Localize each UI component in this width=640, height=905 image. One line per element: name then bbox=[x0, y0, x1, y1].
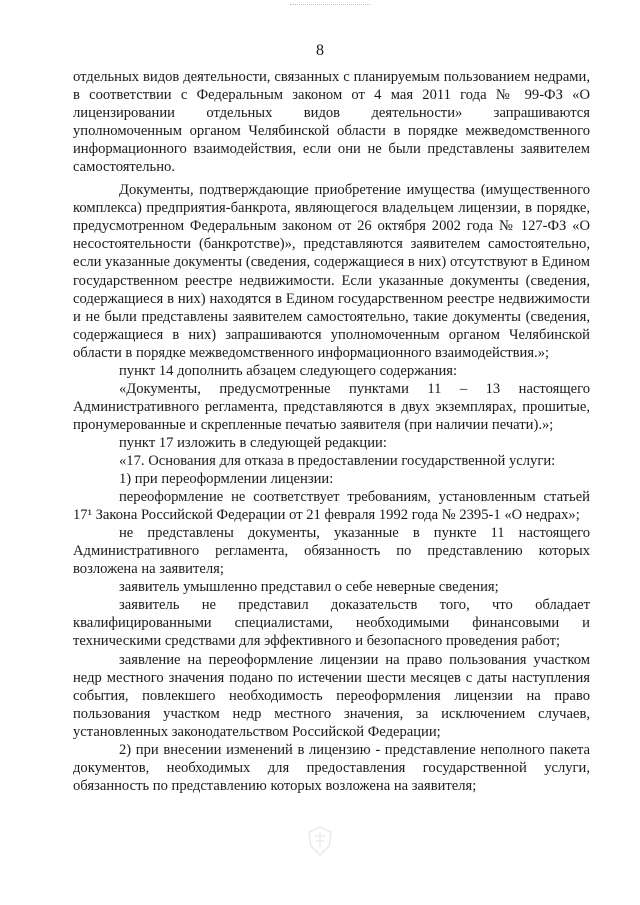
paragraph-documents-copies: «Документы, предусмотренные пунктами 11 – 13 настоящего Административного регламента, представляются в двух экземплярах, прошитые, пронумерованные и скрепленные печатью заявителя (при наличии печати).»; bbox=[73, 380, 590, 433]
document-body bbox=[73, 68, 590, 795]
paragraph-license-changes: 2) при внесении изменений в лицензию - представление неполного пакета документов, необходимых для предоставления государственной услуги, обязанность по представлению которых возложена на заявителя; bbox=[73, 741, 590, 794]
paragraph-refusal-grounds: «17. Основания для отказа в предоставлении государственной услуги: bbox=[119, 452, 556, 469]
paragraph-deadline: заявление на переоформление лицензии на право пользования участком недр местного значения подано по истечении шести месяцев с даты наступления события, повлекшего необходимость переоформления лицензии на право пользования участком недр местного значения, за исключением случаев, установленных законодательством Российской Федерации; bbox=[73, 651, 590, 740]
coat-of-arms-watermark bbox=[307, 826, 333, 856]
paragraph-requirements: переоформление не соответствует требованиям, установленным статьей 17¹ Закона Российской Федерации от 21 февраля 1992 года № 2395-1 «О недрах»; bbox=[73, 489, 590, 524]
paragraph-point-17: пункт 17 изложить в следующей редакции: bbox=[119, 434, 387, 451]
paragraph-bankruptcy-documents: Документы, подтверждающие приобретение имущества (имущественного комплекса) предприятия-банкрота, являющегося владельцем лицензии, в порядке, предусмотренном Федеральным законом от 26 октября 2002 года № 127-ФЗ «О несостоятельности (банкротстве)», представляются заявителем самостоятельно, если указанные документы (сведения, содержащиеся в них) отсутствуют в Едином государственном реестре недвижимости. Если указанные документы (сведения, содержащиеся в них) находятся в Едином государственном реестре недвижимости и не были представлены заявителем самостоятельно, такие документы (сведения, содержащиеся в них) запрашиваются уполномоченным органом Челябинской области в порядке межведомственного информационного взаимодействия.»; bbox=[73, 182, 590, 361]
scan-artifact bbox=[290, 4, 370, 9]
paragraph-missing-documents: не представлены документы, указанные в пункте 11 настоящего Административного регламента, обязанность по представлению которых возложена на заявителя; bbox=[73, 525, 590, 578]
page-number: 8 bbox=[316, 42, 324, 59]
paragraph-qualification: заявитель не представил доказательств того, что обладает квалифицированными специалистами, необходимыми финансовыми и техническими средствами для эффективного и безопасного проведения работ; bbox=[73, 597, 590, 650]
paragraph-false-info: заявитель умышленно представил о себе неверные сведения; bbox=[119, 579, 499, 596]
paragraph-point-14: пункт 14 дополнить абзацем следующего содержания: bbox=[119, 362, 458, 379]
paragraph-continuation: отдельных видов деятельности, связанных с планируемым пользованием недрами, в соответствии с Федеральным законом от 4 мая 2011 года № 99-ФЗ «О лицензировании отдельных видов деятельности» запрашиваются уполномоченным органом Челябинской области в порядке межведомственного информационного взаимодействия, если они не были представлены заявителем самостоятельно. bbox=[73, 69, 590, 176]
footer-watermark-text bbox=[0, 864, 640, 874]
paragraph-reissue: 1) при переоформлении лицензии: bbox=[119, 471, 334, 488]
